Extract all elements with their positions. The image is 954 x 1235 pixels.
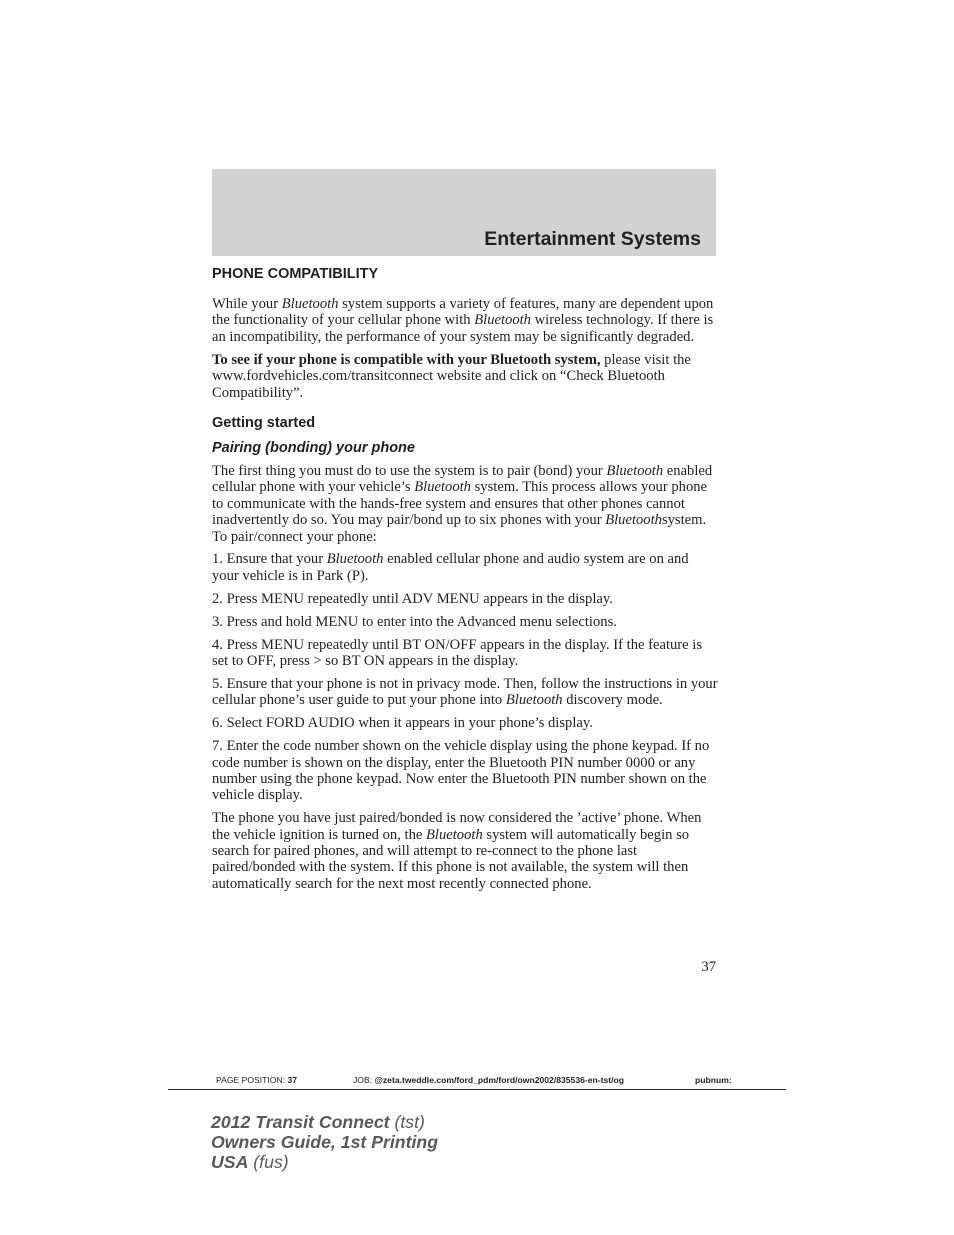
italic-term: Bluetooth xyxy=(606,462,664,479)
footer-value: @zeta.tweddle.com/ford_pdm/ford/own2002/835536-en-tst/og xyxy=(374,1075,625,1085)
publication-model xyxy=(211,1112,438,1132)
page-number: 37 xyxy=(701,959,716,975)
pairing-paragraph xyxy=(212,463,718,529)
footer-label: JOB: xyxy=(353,1075,373,1085)
text-run: The phone you have just paired/bonded is now considered the ’active’ phone. When the vehicle ignition is turned on, the xyxy=(212,810,702,843)
market-code: (fus) xyxy=(248,1152,289,1172)
market-name: USA xyxy=(211,1152,249,1172)
step-7: 7. Enter the code number shown on the vehicle display using the phone keypad. If no code number is shown on the display, enter the Bluetooth PIN number 0000 or any number using the phone keypad. Now enter the Bluetooth PIN number shown on the vehicle display. xyxy=(212,738,710,804)
footer-label: pubnum: xyxy=(695,1075,732,1085)
text-run: system. xyxy=(661,512,707,529)
text-run: wireless technology. If there is an incompatibility, the performance of your system may be significantly degraded. xyxy=(212,312,714,345)
compatibility-paragraph xyxy=(212,352,718,401)
italic-term: Bluetooth xyxy=(426,826,483,843)
step-5 xyxy=(212,676,718,709)
step-2: 2. Press MENU repeatedly until ADV MENU appears in the display. xyxy=(212,590,613,607)
publication-market xyxy=(211,1152,438,1172)
intro-paragraph xyxy=(212,296,718,345)
publication-edition xyxy=(211,1132,438,1152)
section-title: Entertainment Systems xyxy=(484,228,701,250)
italic-term: Bluetooth xyxy=(505,692,563,709)
footer-pubnum xyxy=(695,1075,732,1087)
subheading-getting-started: Getting started xyxy=(212,414,316,431)
page-content xyxy=(212,266,718,899)
model-code: (tst) xyxy=(389,1112,425,1132)
text-run: While your xyxy=(212,296,282,312)
bold-lead-in: To see if your phone is compatible with your Bluetooth system, xyxy=(212,351,601,368)
text-run: enabled cellular phone with your vehicle’s xyxy=(212,462,713,496)
text-run: 1. Ensure that your xyxy=(212,551,327,568)
subheading-pairing: Pairing (bonding) your phone xyxy=(212,439,415,456)
edition-name: Owners Guide, 1st Printing xyxy=(211,1132,439,1152)
text-run: 5. Ensure that your phone is not in privacy mode. Then, follow the instructions in your cellular phone’s user guide to put your phone into xyxy=(212,675,718,709)
pair-intro: To pair/connect your phone: xyxy=(212,528,377,545)
text-run: enabled cellular phone and audio system are on and your vehicle is in Park (P). xyxy=(212,551,689,584)
footer-label: PAGE POSITION: xyxy=(216,1075,286,1085)
step-3: 3. Press and hold MENU to enter into the Advanced menu selections. xyxy=(212,613,617,630)
step-4: 4. Press MENU repeatedly until BT ON/OFF appears in the display. If the feature is set to OFF, press > so BT ON appears in the display. xyxy=(212,636,703,669)
text-run: The first thing you must do to use the system is to pair (bond) your xyxy=(212,462,607,479)
section-header-band xyxy=(212,169,716,256)
step-1 xyxy=(212,551,718,584)
model-name: 2012 Transit Connect xyxy=(211,1112,390,1132)
italic-term: Bluetooth xyxy=(605,512,662,529)
text-run: system supports a variety of features, many are dependent upon the functionality of your cellular phone with xyxy=(212,296,714,329)
active-phone-paragraph xyxy=(212,810,718,892)
text-run: system. This process allows your phone to communicate with the hands-free system and ensures that other phones cannot inadvertently do so. You may pair/bond up to six phones with your xyxy=(212,479,708,529)
italic-term: Bluetooth xyxy=(281,296,339,312)
italic-term: Bluetooth xyxy=(326,551,384,568)
footer-value: 37 xyxy=(287,1075,298,1085)
footer-page-position xyxy=(216,1075,297,1087)
publication-info xyxy=(211,1112,438,1172)
text-run: discovery mode. xyxy=(562,692,663,709)
italic-term: Bluetooth xyxy=(474,312,531,329)
section-heading: PHONE COMPATIBILITY xyxy=(212,266,379,282)
text-run: please visit the www.fordvehicles.com/transitconnect website and click on “Check Bluetooth Compatibility”. xyxy=(212,351,691,401)
footer-job xyxy=(353,1075,624,1087)
footer-divider xyxy=(168,1089,786,1090)
step-6: 6. Select FORD AUDIO when it appears in your phone’s display. xyxy=(212,715,593,732)
italic-term: Bluetooth xyxy=(414,479,471,496)
text-run: system will automatically begin so search for paired phones, and will attempt to re-connect to the phone last paired/bonded with the system. If this phone is not available, the system will then automatically search for the next most recently connected phone. xyxy=(212,826,690,892)
